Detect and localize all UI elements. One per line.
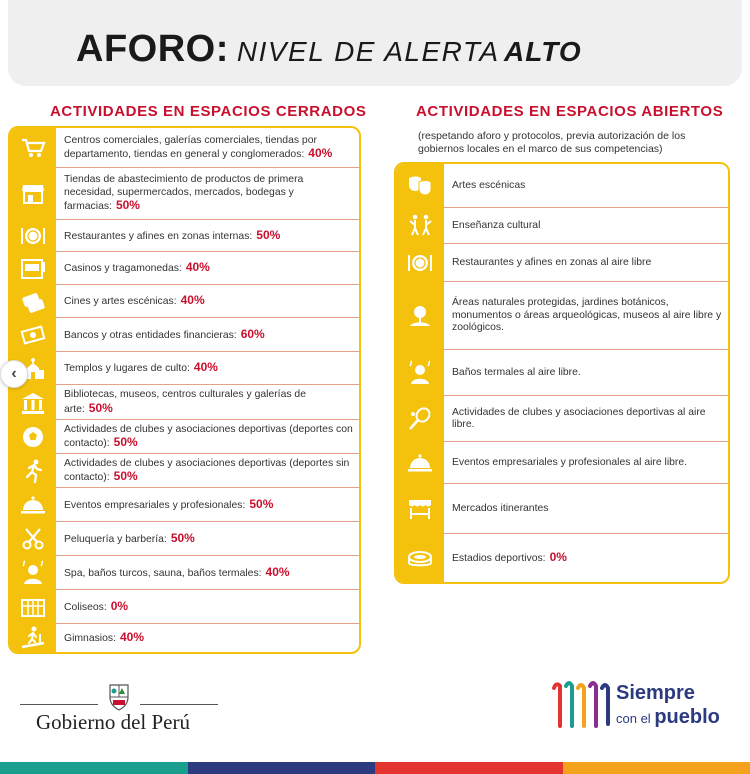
list-item-text: [64, 252, 353, 285]
list-item: [10, 385, 359, 420]
activity-label: Tiendas de abastecimiento de productos de primera necesidad, supermercados, mercados, bodegas y farmacias:: [64, 174, 304, 213]
list-item: [396, 350, 728, 396]
activity-label: Centros comerciales, galerías comerciales, tiendas por departamento, tiendas en general y conglomerados:: [64, 134, 317, 160]
divider: [20, 704, 98, 705]
activity-label: Bibliotecas, museos, centros culturales y galerías de arte:: [64, 389, 306, 415]
activity-label: Eventos empresariales y profesionales:: [64, 499, 246, 511]
siempre-con-el-pueblo-logo: [548, 676, 733, 738]
title-main: AFORO:: [76, 28, 229, 70]
bar-segment: [375, 762, 563, 774]
list-item-text: [452, 282, 722, 350]
list-item-text: [64, 556, 353, 590]
bottom-color-bar: [0, 762, 750, 774]
activity-label: Restaurantes y afines en zonas internas:: [64, 230, 253, 242]
bar-segment: [188, 762, 376, 774]
list-item: [10, 352, 359, 385]
activity-label: Actividades de clubes y asociaciones deportivas al aire libre.: [452, 406, 706, 430]
plate-icon: [10, 220, 56, 252]
open-section-note: (respetando aforo y protocolos, previa autorización de los gobiernos locales en el marco de sus competencias): [418, 130, 686, 155]
closed-activities-panel: [8, 126, 361, 654]
scissors-icon: [10, 522, 56, 556]
list-item-text: [64, 168, 353, 220]
market-stall-icon: [396, 484, 444, 534]
list-item-text: [64, 128, 353, 168]
list-item-text: [64, 624, 353, 652]
theater-masks-icon: [396, 164, 444, 208]
list-item: [396, 282, 728, 350]
list-item: [10, 168, 359, 220]
treadmill-icon: [10, 624, 56, 652]
list-item: [10, 252, 359, 285]
open-section-title: ACTIVIDADES EN ESPACIOS ABIERTOS: [416, 103, 724, 120]
spa-icon: [10, 556, 56, 590]
list-item: [396, 396, 728, 442]
closed-section-title: ACTIVIDADES EN ESPACIOS CERRADOS: [50, 103, 367, 120]
spa-icon: [396, 350, 444, 396]
prev-slide-button[interactable]: [0, 360, 28, 388]
list-item: [10, 590, 359, 624]
title-sub: NIVEL DE ALERTA: [236, 36, 500, 67]
activity-label: Templos y lugares de culto:: [64, 363, 190, 375]
dancers-icon: [396, 208, 444, 244]
capacity-percent: 50%: [113, 435, 138, 449]
cart-icon: [10, 128, 56, 168]
list-item: [396, 208, 728, 244]
list-item-text: [452, 350, 722, 396]
list-item: [10, 454, 359, 488]
list-item: [10, 488, 359, 522]
capacity-percent: 40%: [185, 260, 210, 275]
nature-icon: [396, 282, 444, 350]
capacity-percent: 50%: [115, 198, 140, 213]
list-item: [10, 522, 359, 556]
list-item: [10, 128, 359, 168]
plate-icon: [396, 244, 444, 282]
cloche-icon: [10, 488, 56, 522]
soccer-ball-icon: [10, 420, 56, 454]
activity-label: Mercados itinerantes: [452, 502, 549, 514]
list-item-text: [64, 522, 353, 556]
list-item-text: [452, 534, 722, 582]
list-item-text: [452, 396, 722, 442]
capacity-percent: 50%: [170, 530, 195, 545]
capacity-percent: 0%: [110, 598, 129, 613]
gobierno-name: Gobierno del Perú: [36, 710, 190, 734]
chevron-left-icon: ‹: [11, 365, 17, 382]
activity-label: Enseñanza cultural: [452, 219, 541, 231]
activity-label: Spa, baños turcos, sauna, baños termales:: [64, 567, 262, 579]
bar-segment: [0, 762, 188, 774]
slogan-line-1: Siempre: [616, 682, 695, 704]
runner-icon: [10, 454, 56, 488]
bar-segment: [563, 762, 750, 774]
tickets-icon: [10, 285, 56, 318]
list-item: [10, 220, 359, 252]
capacity-percent: 40%: [119, 629, 144, 644]
capacity-percent: 50%: [113, 469, 138, 483]
capacity-percent: 50%: [249, 496, 274, 511]
list-item-text: [452, 164, 722, 208]
list-item: [396, 244, 728, 282]
slogan-line-2: con el pueblo: [616, 706, 720, 728]
activity-label: Áreas naturales protegidas, jardines botánicos, monumentos o áreas arqueológicas, museos al aire libre y zoológicos.: [452, 297, 722, 334]
capacity-percent: 60%: [240, 326, 265, 341]
list-item-text: [64, 420, 353, 454]
capacity-percent: 50%: [256, 227, 281, 242]
list-item-text: [64, 220, 353, 252]
header-banner: [8, 0, 742, 86]
activity-label: Baños termales al aire libre.: [452, 366, 581, 378]
gobierno-del-peru-logo: [20, 682, 220, 742]
activity-label: Peluquería y barbería:: [64, 533, 167, 545]
list-item-text: [452, 442, 722, 484]
list-item: [10, 318, 359, 352]
cloche-icon: [396, 442, 444, 484]
activity-label: Actividades de clubes y asociaciones deportivas (deportes sin contacto):: [64, 457, 350, 483]
list-item: [396, 442, 728, 484]
list-item-text: [64, 285, 353, 318]
list-item-text: [64, 385, 353, 420]
list-item-text: [64, 318, 353, 352]
list-item-text: [64, 590, 353, 624]
list-item: [396, 534, 728, 582]
capacity-percent: 40%: [193, 360, 218, 375]
coliseum-icon: [10, 590, 56, 624]
capacity-percent: 0%: [549, 549, 567, 564]
activity-label: Actividades de clubes y asociaciones deportivas (deportes con contacto):: [64, 423, 353, 449]
colorful-figures-icon: [548, 676, 612, 738]
activity-label: Cines y artes escénicas:: [64, 296, 177, 308]
capacity-percent: 50%: [88, 400, 113, 415]
capacity-percent: 40%: [265, 564, 290, 579]
page-title: [76, 28, 582, 71]
list-item: [10, 420, 359, 454]
capacity-percent: 40%: [308, 146, 333, 160]
activity-label: Coliseos:: [64, 601, 107, 613]
activity-label: Gimnasios:: [64, 632, 116, 644]
museum-icon: [10, 385, 56, 420]
divider: [140, 704, 218, 705]
activity-label: Bancos y otras entidades financieras:: [64, 329, 237, 341]
list-item-text: [64, 454, 353, 488]
open-activities-panel: [394, 162, 730, 584]
list-item: [10, 624, 359, 652]
activity-label: Artes escénicas: [452, 179, 526, 191]
slot-machine-icon: [10, 252, 56, 285]
coat-of-arms-icon: [104, 682, 134, 712]
list-item-text: [452, 208, 722, 244]
tennis-icon: [396, 396, 444, 442]
list-item-text: [452, 244, 722, 282]
list-item: [10, 556, 359, 590]
list-item-text: [64, 488, 353, 522]
activity-label: Casinos y tragamonedas:: [64, 263, 182, 275]
list-item-text: [64, 352, 353, 385]
list-item: [396, 164, 728, 208]
money-icon: [10, 318, 56, 352]
activity-label: Eventos empresariales y profesionales al aire libre.: [452, 456, 688, 468]
list-item: [10, 285, 359, 318]
title-level: ALTO: [504, 36, 582, 67]
stadium-icon: [396, 534, 444, 582]
capacity-percent: 40%: [180, 293, 205, 308]
activity-label: Restaurantes y afines en zonas al aire libre: [452, 256, 652, 268]
list-item-text: [452, 484, 722, 534]
store-icon: [10, 168, 56, 220]
list-item: [396, 484, 728, 534]
activity-label: Estadios deportivos:: [452, 552, 546, 564]
